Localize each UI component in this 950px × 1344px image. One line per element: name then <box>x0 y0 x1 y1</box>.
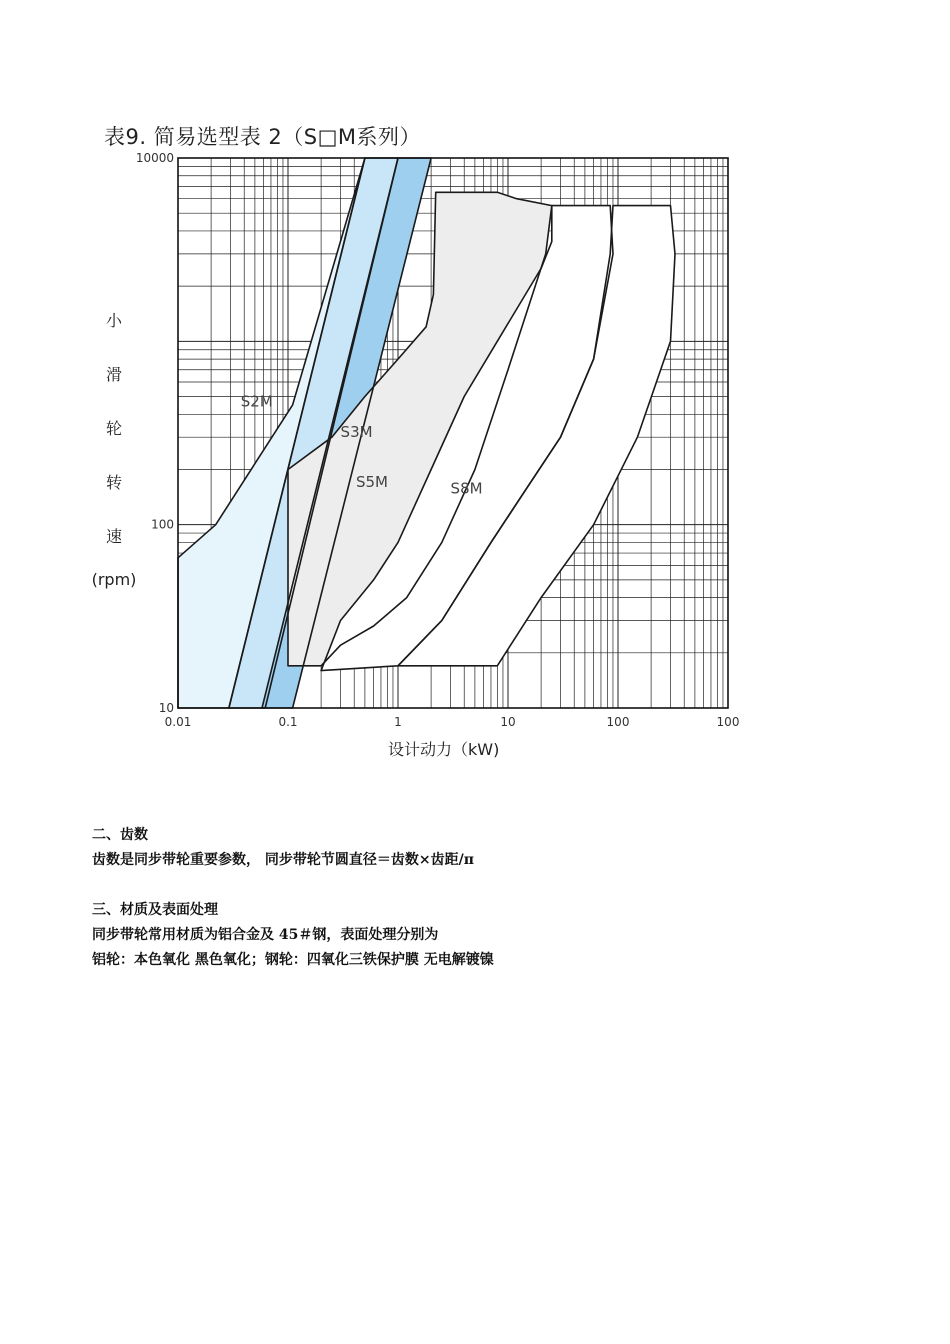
y-axis-unit: (rpm) <box>91 570 137 589</box>
y-axis-label <box>82 294 146 590</box>
y-axis-label-char: 速 <box>105 527 122 546</box>
y-axis-label-char: 轮 <box>105 419 122 438</box>
y-axis-label-char: 滑 <box>105 365 122 384</box>
y-axis-label-char: 转 <box>105 473 122 492</box>
x-tick-label: 1 <box>394 715 402 729</box>
section-2-title: 二、齿数 <box>92 827 148 843</box>
x-tick-label: 0.01 <box>164 715 192 729</box>
chart-title: 表9. 简易选型表 2（S□M系列） <box>104 125 422 149</box>
x-tick-label: 0.1 <box>278 715 298 729</box>
series-label-s3m: S3M <box>340 423 373 442</box>
y-tick-label: 10 <box>158 701 174 715</box>
series-label-s8m: S8M <box>450 479 483 498</box>
y-tick-label: 10000 <box>135 151 174 165</box>
x-tick-label: 100 <box>606 715 630 729</box>
series-label-s2m: S2M <box>240 392 273 411</box>
y-axis-label-char: 小 <box>105 311 122 330</box>
section-3-body-2: 铝轮：本色氧化 黑色氧化；钢轮：四氧化三铁保护膜 无电解镀镍 <box>92 952 494 968</box>
section-3-body: 同步带轮常用材质为铝合金及 45＃钢，表面处理分别为 <box>92 927 439 943</box>
x-tick-label: 10 <box>500 715 516 729</box>
section-2-body: 齿数是同步带轮重要参数， 同步带轮节圆直径＝齿数×齿距/π <box>92 852 474 868</box>
series-label-s5m: S5M <box>355 473 388 492</box>
x-tick-label: 100 <box>716 715 740 729</box>
x-axis-label: 设计动力（kW) <box>388 740 500 759</box>
y-tick-label: 100 <box>151 517 174 532</box>
section-3-title: 三、材质及表面处理 <box>92 902 218 918</box>
